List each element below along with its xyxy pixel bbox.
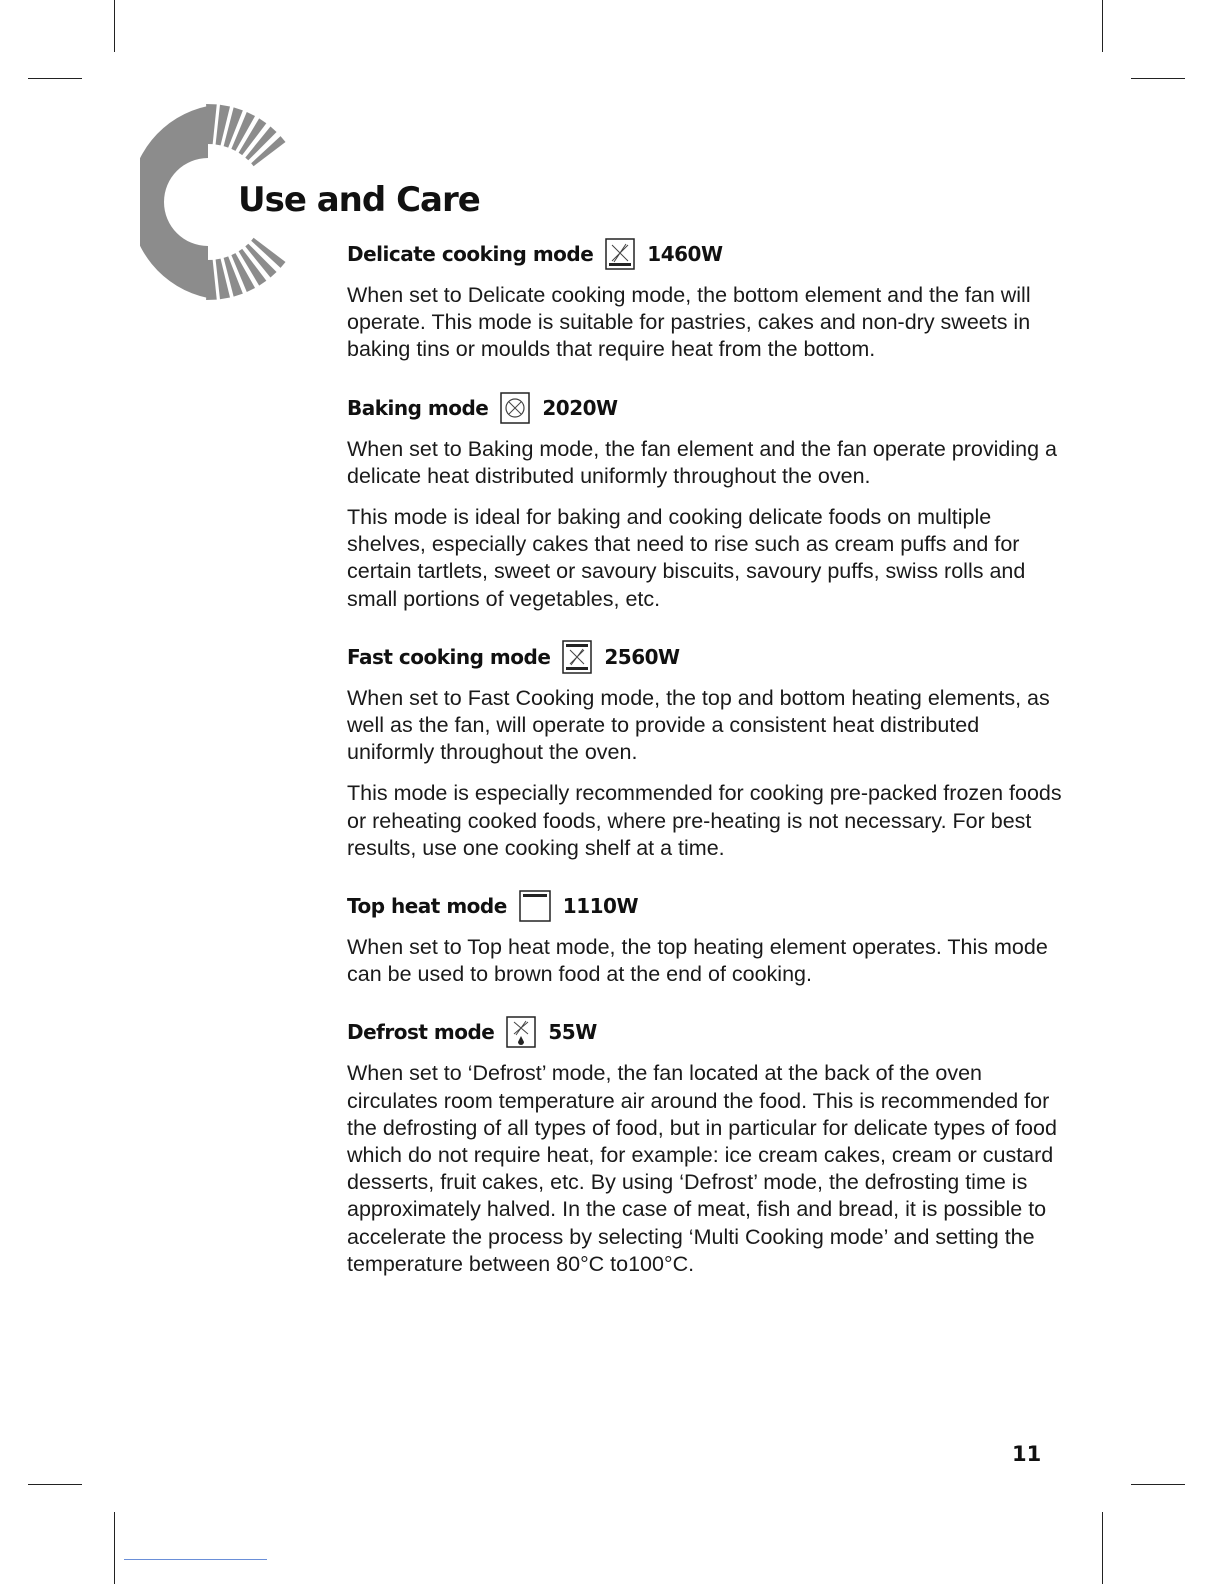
crop-mark [114,0,115,52]
mode-defrost [347,1014,1067,1278]
mode-baking [347,390,1067,613]
mode-description: This mode is ideal for baking and cooking delicate foods on multiple shelves, especially cakes that need to rise such as cream puffs and for certain tartlets, sweet or savoury biscuits, savoury puffs, swiss rolls and small portions of vegetables, etc. [347,505,1026,611]
fan-ring-element-icon [500,392,530,424]
mode-wattage: 2560W [604,644,680,669]
mode-name: Baking mode [347,395,489,420]
mode-description: When set to Delicate cooking mode, the bottom element and the fan will operate. This mode is suitable for pastries, cakes and non-dry sweets in baking tins or moulds that require heat from the bottom. [347,283,1031,362]
crop-mark [114,1512,115,1584]
mode-top-heat [347,888,1067,988]
mode-description: When set to Baking mode, the fan element and the fan operate providing a delicate heat distributed uniformly throughout the oven. [347,436,1057,488]
fan-bottom-element-icon [605,238,635,270]
crop-mark [1102,0,1103,52]
crop-mark [28,1484,82,1485]
mode-wattage: 55W [548,1020,597,1045]
mode-list [347,236,1067,1304]
mode-description: When set to Fast Cooking mode, the top and bottom heating elements, as well as the fan, will operate to provide a consistent heat distributed uniformly throughout the oven. [347,685,1050,765]
mode-wattage: 2020W [542,395,618,420]
fan-top-bottom-element-icon [562,640,592,674]
top-element-icon [519,890,551,922]
mode-description: When set to ‘Defrost’ mode, the fan located at the back of the oven circulates room temperature air around the food. This is recommended for the defrosting of all types of food, but in particular for delicate types of food which do not require heat, for example: ice cream cakes, cream or custard desserts, fruit cakes, etc. By using ‘Defrost’ mode, the defrosting time is approximately halved. In the case of meat, fish and bread, it is possible to accelerate the process by selecting ‘Multi Cooking mode’ and setting the temperature between 80°C to100°C. [347,1061,1057,1276]
mode-delicate-cooking [347,236,1067,364]
mode-description: When set to Top heat mode, the top heating element operates. This mode can be used to brown food at the end of cooking. [347,935,1048,987]
mode-heading [347,1014,1067,1050]
crop-mark [1131,1484,1185,1485]
mode-wattage: 1460W [647,242,723,266]
page-number: 11 [1012,1442,1042,1466]
crop-mark [28,78,82,79]
mode-wattage: 1110W [562,894,639,919]
mode-heading [347,390,1067,426]
fan-defrost-icon [506,1016,536,1048]
mode-heading [347,888,1067,924]
crop-mark [1102,1512,1103,1584]
margin-rule [124,1559,267,1560]
mode-fast-cooking [347,639,1067,862]
crop-mark [1131,78,1185,79]
mode-description: This mode is especially recommended for cooking pre-packed frozen foods or reheating cooked foods, where pre-heating is not necessary. For best results, use one cooking shelf at a time. [347,781,1062,860]
mode-name: Fast cooking mode [347,644,551,669]
mode-name: Delicate cooking mode [347,242,594,266]
mode-name: Top heat mode [347,894,507,919]
mode-heading [347,639,1067,675]
mode-name: Defrost mode [347,1020,495,1045]
page-title: Use and Care [238,180,480,220]
mode-heading [347,236,1067,272]
